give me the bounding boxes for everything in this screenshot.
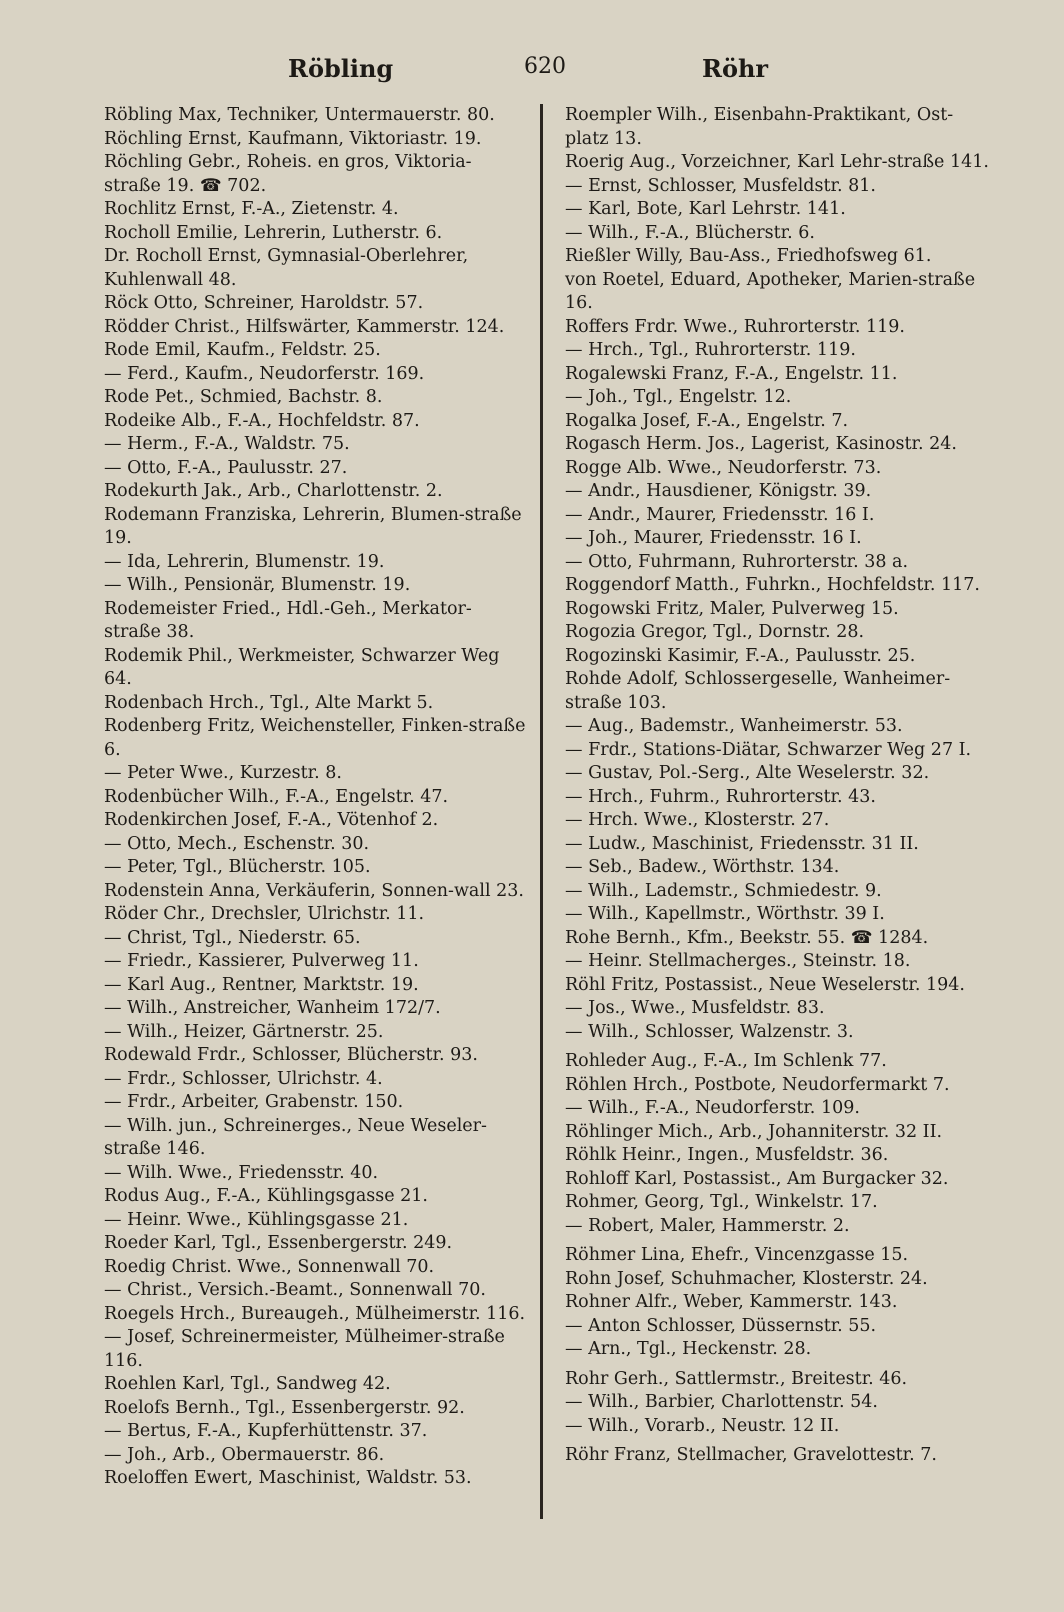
directory-entry: Röhlen Hrch., Postbote, Neudorfermarkt 7. — [565, 1074, 950, 1095]
directory-entry: Roelofs Bernh., Tgl., Essenbergerstr. 92. — [104, 1397, 465, 1418]
directory-entry: Rohner Alfr., Weber, Kammerstr. 143. — [565, 1292, 898, 1312]
directory-entry: Roedig Christ. Wwe., Sonnenwall 70. — [104, 1256, 435, 1277]
directory-entry: — Wilh., Anstreicher, Wanheim 172/7. — [104, 998, 441, 1018]
directory-entry: Rodewald Frdr., Schlosser, Blücherstr. 93. — [104, 1045, 478, 1065]
directory-entry: Rogalka Josef, F.-A., Engelstr. 7. — [565, 410, 849, 431]
directory-entry: Rode Pet., Schmied, Bachstr. 8. — [104, 387, 383, 407]
directory-entry: Rogozinski Kasimir, F.-A., Paulusstr. 25. — [565, 645, 916, 666]
directory-entry: Röhlinger Mich., Arb., Johanniterstr. 32 II. — [565, 1121, 943, 1142]
directory-entry: Rochlitz Ernst, F.-A., Zietenstr. 4. — [104, 199, 399, 219]
directory-entry: Rohr Gerh., Sattlermstr., Breitestr. 46. — [565, 1368, 908, 1389]
directory-entry: Rodemeister Fried., Hdl.-Geh., Merkator-straße 38. — [104, 598, 472, 642]
directory-entry: Röck Otto, Schreiner, Haroldstr. 57. — [104, 293, 424, 313]
directory-entry: — Anton Schlosser, Düssernstr. 55. — [565, 1315, 877, 1336]
directory-entry: — Wilh., Pensionär, Blumenstr. 19. — [104, 575, 411, 595]
directory-entry: — Karl, Bote, Karl Lehrstr. 141. — [565, 199, 846, 219]
directory-entry: — Wilh. jun., Schreinerges., Neue Weseler-straße 146. — [104, 1115, 487, 1159]
directory-entry: — Joh., Tgl., Engelstr. 12. — [565, 387, 792, 407]
directory-entry: — Hrch. Wwe., Klosterstr. 27. — [565, 810, 830, 830]
directory-entry: — Wilh., F.-A., Neudorferstr. 109. — [565, 1098, 860, 1118]
header-right-word: Röhr — [702, 54, 769, 83]
directory-entry: Rodenkirchen Josef, F.-A., Vötenhof 2. — [104, 810, 439, 830]
directory-entry: — Peter, Tgl., Blücherstr. 105. — [104, 857, 371, 877]
directory-entry: Rogowski Fritz, Maler, Pulverweg 15. — [565, 598, 899, 619]
directory-entry: Rohmer, Georg, Tgl., Winkelstr. 17. — [565, 1192, 878, 1212]
column-divider — [540, 104, 543, 1519]
directory-entry: — Frdr., Schlosser, Ulrichstr. 4. — [104, 1068, 383, 1089]
directory-entry: — Karl Aug., Rentner, Marktstr. 19. — [104, 974, 419, 995]
page-header — [0, 54, 1064, 94]
directory-entry: — Ferd., Kaufm., Neudorferstr. 169. — [104, 363, 425, 384]
directory-entry: Rohde Adolf, Schlossergeselle, Wanheimer-straße 103. — [565, 669, 951, 713]
directory-entry: Roempler Wilh., Eisenbahn-Praktikant, Ost-platz 13. — [565, 105, 954, 149]
directory-entry: — Herm., F.-A., Waldstr. 75. — [104, 434, 350, 454]
directory-entry: Röhr Franz, Stellmacher, Gravelottestr. 7. — [565, 1445, 937, 1465]
directory-entry: — Joh., Arb., Obermauerstr. 86. — [104, 1444, 385, 1465]
directory-entry: Rogasch Herm. Jos., Lagerist, Kasinostr. 24. — [565, 434, 957, 454]
directory-entry: — Robert, Maler, Hammerstr. 2. — [565, 1215, 850, 1236]
directory-entry: Rodenbücher Wilh., F.-A., Engelstr. 47. — [104, 786, 449, 807]
directory-entry: Roehlen Karl, Tgl., Sandweg 42. — [104, 1374, 391, 1394]
directory-entry: Rießler Willy, Bau-Ass., Friedhofsweg 61. — [565, 246, 932, 266]
directory-entry: — Arn., Tgl., Heckenstr. 28. — [565, 1339, 812, 1359]
directory-entry: Rogozia Gregor, Tgl., Dornstr. 28. — [565, 622, 865, 642]
directory-entry: Röder Chr., Drechsler, Ulrichstr. 11. — [104, 904, 425, 924]
directory-entry: Rodemann Franziska, Lehrerin, Blumen-straße 19. — [104, 504, 522, 548]
directory-entry: Rocholl Emilie, Lehrerin, Lutherstr. 6. — [104, 222, 443, 243]
directory-entry: Roeloffen Ewert, Maschinist, Waldstr. 53. — [104, 1468, 472, 1488]
directory-entry: — Christ, Tgl., Niederstr. 65. — [104, 927, 361, 948]
right-column — [565, 104, 995, 1468]
directory-entry: Rodus Aug., F.-A., Kühlingsgasse 21. — [104, 1186, 428, 1206]
directory-entry: — Andr., Hausdiener, Königstr. 39. — [565, 481, 872, 501]
directory-entry: — Hrch., Fuhrm., Ruhrorterstr. 43. — [565, 786, 876, 807]
directory-entry: — Frdr., Arbeiter, Grabenstr. 150. — [104, 1092, 404, 1112]
directory-entry: von Roetel, Eduard, Apotheker, Marien-straße 16. — [565, 269, 976, 313]
directory-entry: Rohleder Aug., F.-A., Im Schlenk 77. — [565, 1051, 887, 1071]
directory-entry: Rödder Christ., Hilfswärter, Kammerstr. 124. — [104, 316, 505, 337]
header-left-word: Röbling — [288, 54, 394, 83]
directory-entry: Rogge Alb. Wwe., Neudorferstr. 73. — [565, 457, 882, 478]
directory-entry: — Wilh., Schlosser, Walzenstr. 3. — [565, 1021, 854, 1042]
directory-entry: Roerig Aug., Vorzeichner, Karl Lehr-straße 141. — [565, 152, 989, 172]
directory-entry: Röhl Fritz, Postassist., Neue Weselerstr. 194. — [565, 974, 965, 995]
directory-entry: Roegels Hrch., Bureaugeh., Mülheimerstr. 116. — [104, 1303, 526, 1324]
directory-entry: Roggendorf Matth., Fuhrkn., Hochfeldstr. 117. — [565, 575, 980, 595]
directory-entry: — Wilh., Kapellmstr., Wörthstr. 39 I. — [565, 904, 885, 924]
directory-entry: — Wilh., Barbier, Charlottenstr. 54. — [565, 1392, 878, 1412]
directory-entry: Rodenberg Fritz, Weichensteller, Finken-straße 6. — [104, 716, 526, 760]
directory-entry: — Peter Wwe., Kurzestr. 8. — [104, 763, 342, 783]
directory-entry: — Wilh., Vorarb., Neustr. 12 II. — [565, 1415, 840, 1436]
directory-entry: Roffers Frdr. Wwe., Ruhrorterstr. 119. — [565, 316, 905, 337]
directory-entry: Röchling Gebr., Roheis. en gros, Viktoria-straße 19. ☎ 702. — [104, 152, 472, 196]
directory-entry: — Wilh. Wwe., Friedensstr. 40. — [104, 1162, 379, 1183]
directory-entry: Rohe Bernh., Kfm., Beekstr. 55. ☎ 1284. — [565, 927, 929, 948]
directory-entry: — Heinr. Wwe., Kühlingsgasse 21. — [104, 1209, 409, 1230]
directory-entry: — Christ., Versich.-Beamt., Sonnenwall 70. — [104, 1280, 486, 1300]
page-number: 620 — [524, 54, 566, 79]
directory-entry: — Aug., Bademstr., Wanheimerstr. 53. — [565, 716, 903, 736]
directory-entry: Röchling Ernst, Kaufmann, Viktoriastr. 19. — [104, 128, 482, 149]
directory-entry: — Ida, Lehrerin, Blumenstr. 19. — [104, 551, 385, 572]
directory-entry: — Josef, Schreinermeister, Mülheimer-straße 116. — [104, 1327, 505, 1371]
directory-entry: — Andr., Maurer, Friedensstr. 16 I. — [565, 504, 875, 525]
directory-entry: Rodemik Phil., Werkmeister, Schwarzer Weg 64. — [104, 645, 500, 689]
directory-entry: — Friedr., Kassierer, Pulverweg 11. — [104, 951, 419, 971]
directory-entry: — Jos., Wwe., Musfeldstr. 83. — [565, 998, 825, 1018]
directory-entry: — Otto, Mech., Eschenstr. 30. — [104, 833, 370, 854]
directory-entry: — Wilh., F.-A., Blücherstr. 6. — [565, 222, 815, 243]
directory-entry: — Wilh., Heizer, Gärtnerstr. 25. — [104, 1021, 384, 1042]
directory-entry: Röhlk Heinr., Ingen., Musfeldstr. 36. — [565, 1145, 889, 1165]
directory-entry: Rodenbach Hrch., Tgl., Alte Markt 5. — [104, 692, 434, 713]
directory-entry: — Gustav, Pol.-Serg., Alte Weselerstr. 32. — [565, 763, 930, 783]
directory-entry: Rode Emil, Kaufm., Feldstr. 25. — [104, 340, 381, 360]
directory-entry: — Ernst, Schlosser, Musfeldstr. 81. — [565, 175, 876, 196]
left-column — [104, 104, 528, 1491]
directory-entry: — Otto, F.-A., Paulusstr. 27. — [104, 457, 348, 478]
directory-entry: — Ludw., Maschinist, Friedensstr. 31 II. — [565, 833, 919, 854]
directory-entry: — Heinr. Stellmacherges., Steinstr. 18. — [565, 951, 911, 971]
directory-entry: — Joh., Maurer, Friedensstr. 16 I. — [565, 528, 862, 548]
directory-entry: Rogalewski Franz, F.-A., Engelstr. 11. — [565, 363, 898, 384]
directory-entry: Röhmer Lina, Ehefr., Vincenzgasse 15. — [565, 1245, 909, 1265]
directory-entry: Rohn Josef, Schuhmacher, Klosterstr. 24. — [565, 1268, 928, 1289]
directory-entry: — Bertus, F.-A., Kupferhüttenstr. 37. — [104, 1421, 428, 1441]
directory-entry: — Otto, Fuhrmann, Ruhrorterstr. 38 a. — [565, 551, 909, 572]
directory-entry: Roeder Karl, Tgl., Essenbergerstr. 249. — [104, 1233, 453, 1253]
directory-entry: — Seb., Badew., Wörthstr. 134. — [565, 857, 840, 877]
directory-entry: — Hrch., Tgl., Ruhrorterstr. 119. — [565, 340, 856, 360]
directory-entry: Rodeike Alb., F.-A., Hochfeldstr. 87. — [104, 410, 420, 431]
directory-entry: Röbling Max, Techniker, Untermauerstr. 80. — [104, 105, 495, 125]
directory-entry: Rodekurth Jak., Arb., Charlottenstr. 2. — [104, 481, 443, 501]
directory-entry: Rohloff Karl, Postassist., Am Burgacker 32. — [565, 1168, 949, 1189]
directory-entry: Dr. Rocholl Ernst, Gymnasial-Oberlehrer, Kuhlenwall 48. — [104, 246, 469, 290]
directory-entry: Rodenstein Anna, Verkäuferin, Sonnen-wall 23. — [104, 880, 524, 901]
directory-entry: — Wilh., Lademstr., Schmiedestr. 9. — [565, 880, 882, 901]
directory-entry: — Frdr., Stations-Diätar, Schwarzer Weg 27 I. — [565, 739, 972, 760]
